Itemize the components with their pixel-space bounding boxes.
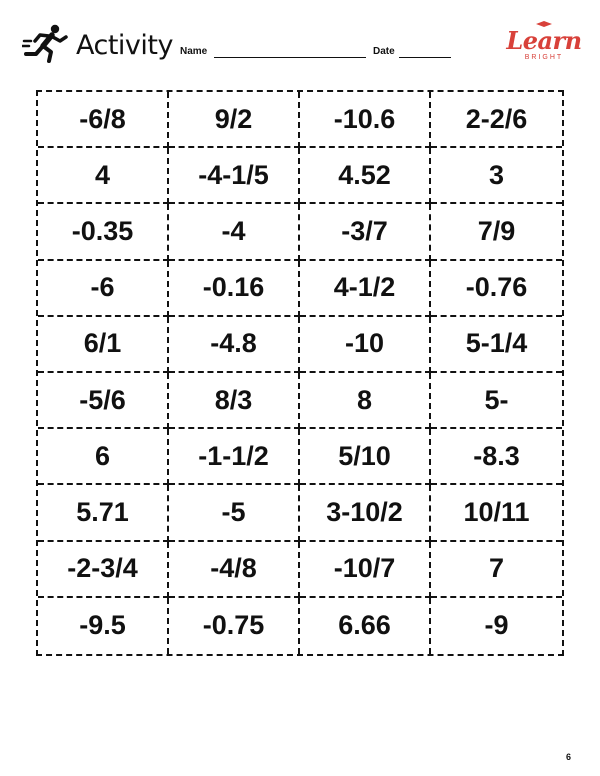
number-card: 4.52 [300,148,431,204]
number-card-grid [36,90,564,656]
number-card: -4 [169,204,300,260]
number-card: 6 [38,429,169,485]
number-card: -3/7 [300,204,431,260]
number-card: -6 [38,261,169,317]
name-field[interactable] [214,57,366,58]
number-card: -4.8 [169,317,300,373]
number-card: -2-3/4 [38,542,169,598]
number-card: -5/6 [38,373,169,429]
number-card: 4 [38,148,169,204]
page-header [0,0,600,80]
number-card: -0.35 [38,204,169,260]
date-label: Date [373,46,395,57]
number-card: -4/8 [169,542,300,598]
number-card: 6.66 [300,598,431,654]
number-card: -10/7 [300,542,431,598]
number-card: 3 [431,148,562,204]
number-card: -4-1/5 [169,148,300,204]
number-card: 10/11 [431,485,562,541]
number-card: 8 [300,373,431,429]
number-card: -8.3 [431,429,562,485]
logo-subtext: BRIGHT [524,54,564,61]
number-card: 3-10/2 [300,485,431,541]
number-card: -9.5 [38,598,169,654]
activity-title: Activity [76,30,173,61]
number-card: 5-1/4 [431,317,562,373]
date-field[interactable] [399,57,451,58]
page-number: 6 [566,752,572,762]
learn-bright-logo [502,26,586,70]
number-card: -0.75 [169,598,300,654]
number-card: 7/9 [431,204,562,260]
number-card: -6/8 [38,92,169,148]
logo-word: Learn [506,26,582,55]
number-card: 8/3 [169,373,300,429]
number-card: -10.6 [300,92,431,148]
number-card: 5- [431,373,562,429]
number-card: -1-1/2 [169,429,300,485]
number-card: -9 [484,610,509,641]
number-card: -5 [169,485,300,541]
number-card: -0.16 [169,261,300,317]
number-card: 5.71 [38,485,169,541]
name-label: Name [180,46,208,57]
number-card: 2-2/6 [431,92,562,148]
number-card: 4-1/2 [300,261,431,317]
number-card: -0.76 [431,261,562,317]
number-card: 9/2 [169,92,300,148]
number-card: 7 [431,542,562,598]
number-card: 5/10 [300,429,431,485]
number-card: -10 [300,317,431,373]
number-card: 6/1 [38,317,169,373]
running-person-icon [22,24,68,64]
